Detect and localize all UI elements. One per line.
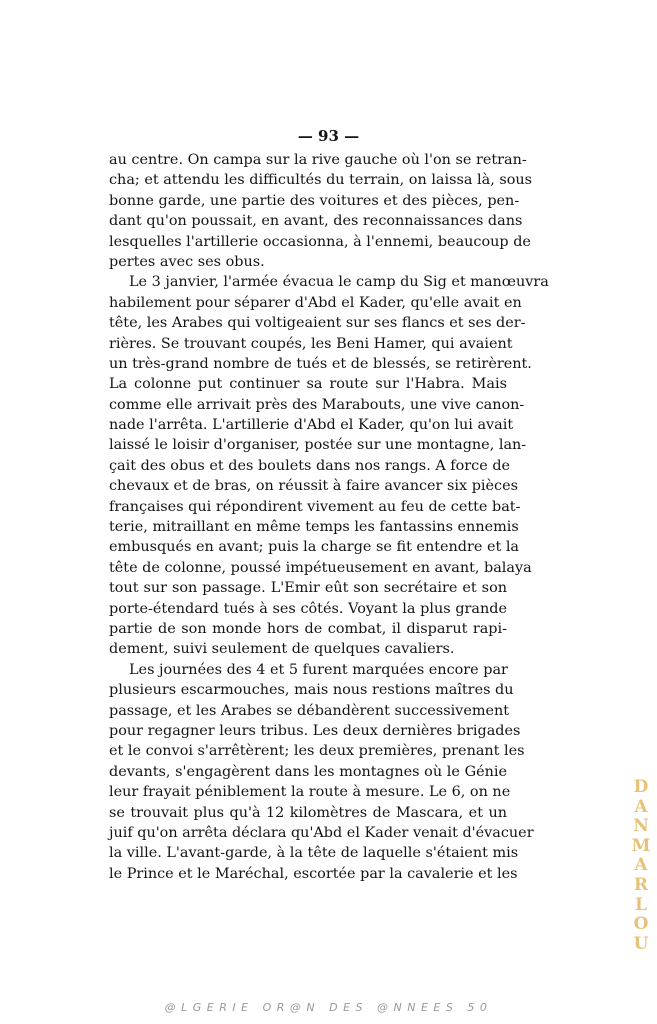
text-line: un très-grand nombre de tués et de blessés, se retirèrent. <box>109 355 532 372</box>
text-line: laissé le loisir d'organiser, postée sur une montagne, lan- <box>109 437 527 454</box>
text-line: le Prince et le Maréchal, escortée par la cavalerie et les <box>109 865 518 882</box>
watermark-letter: A <box>634 855 648 876</box>
text-line: Les journées des 4 et 5 furent marquées encore par <box>129 661 508 678</box>
watermark-letter: R <box>633 874 649 895</box>
body-text <box>109 150 549 884</box>
page-number: — 93 — <box>297 127 360 145</box>
footer-caption: @LGERIE OR@N DES @NNEES 50 <box>164 1001 493 1014</box>
watermark-danmarlou <box>631 778 651 954</box>
text-line: embusqués en avant; puis la charge se fit entendre et la <box>109 539 520 556</box>
watermark-letter: M <box>631 835 651 856</box>
watermark-letter: L <box>635 894 647 915</box>
watermark-letter: A <box>634 796 648 817</box>
text-line: dement, suivi seulement de quelques cavaliers. <box>109 641 455 658</box>
watermark-letter: U <box>633 933 649 954</box>
text-line: dant qu'on poussait, en avant, des reconnaissances dans <box>109 213 523 230</box>
text-line: çait des obus et des boulets dans nos rangs. A force de <box>109 457 511 474</box>
text-line: et le convoi s'arrêtèrent; les deux premières, prenant les <box>109 743 525 760</box>
watermark-letter: O <box>633 914 649 935</box>
text-line: Le 3 janvier, l'armée évacua le camp du Sig et manœuvra <box>129 274 549 291</box>
text-line: lesquelles l'artillerie occasionna, à l'ennemi, beaucoup de <box>109 233 531 250</box>
text-line: La colonne put continuer sa route sur l'Habra. Mais <box>109 376 507 393</box>
text-line: passage, et les Arabes se débandèrent successivement <box>109 702 510 719</box>
text-line: leur frayait péniblement la route à mesure. Le 6, on ne <box>109 784 511 801</box>
text-line: françaises qui répondirent vivement au feu de cette bat- <box>109 498 521 515</box>
text-line: la ville. L'avant-garde, à la tête de laquelle s'étaient mis <box>109 845 519 862</box>
text-line: chevaux et de bras, on réussit à faire avancer six pièces <box>109 478 518 495</box>
text-line: tête, les Arabes qui voltigeaient sur ses flancs et ses der- <box>109 315 526 332</box>
text-line: devants, s'engagèrent dans les montagnes où le Génie <box>109 763 507 780</box>
watermark-letter: D <box>633 777 649 797</box>
text-line: plusieurs escarmouches, mais nous restions maîtres du <box>109 682 514 699</box>
text-line: se trouvait plus qu'à 12 kilomètres de Mascara, et un <box>109 804 507 821</box>
text-line: tête de colonne, poussé impétueusement en avant, balaya <box>109 559 532 576</box>
text-line: cha; et attendu les difficultés du terrain, on laissa là, sous <box>109 172 533 189</box>
text-line: partie de son monde hors de combat, il disparut rapi- <box>109 620 507 637</box>
text-line: rières. Se trouvant coupés, les Beni Hamer, qui avaient <box>109 335 513 352</box>
text-line: nade l'arrêta. L'artillerie d'Abd el Kader, qu'on lui avait <box>109 417 514 434</box>
watermark-letter: N <box>633 816 649 837</box>
text-line: bonne garde, une partie des voitures et des pièces, pen- <box>109 192 520 209</box>
text-line: habilement pour séparer d'Abd el Kader, qu'elle avait en <box>109 294 522 311</box>
text-line: au centre. On campa sur la rive gauche où l'on se retran- <box>109 152 527 168</box>
text-line: pertes avec ses obus. <box>109 253 265 270</box>
text-line: porte-étendard tués à ses côtés. Voyant la plus grande <box>109 600 507 617</box>
text-line: comme elle arrivait près des Marabouts, une vive canon- <box>109 396 525 413</box>
text-line: juif qu'on arrêta déclara qu'Abd el Kader venait d'évacuer <box>109 824 534 841</box>
text-line: terie, mitraillant en même temps les fantassins ennemis <box>109 519 519 536</box>
text-line: tout sur son passage. L'Emir eût son secrétaire et son <box>109 580 507 597</box>
text-line: pour regagner leurs tribus. Les deux dernières brigades <box>109 722 521 739</box>
